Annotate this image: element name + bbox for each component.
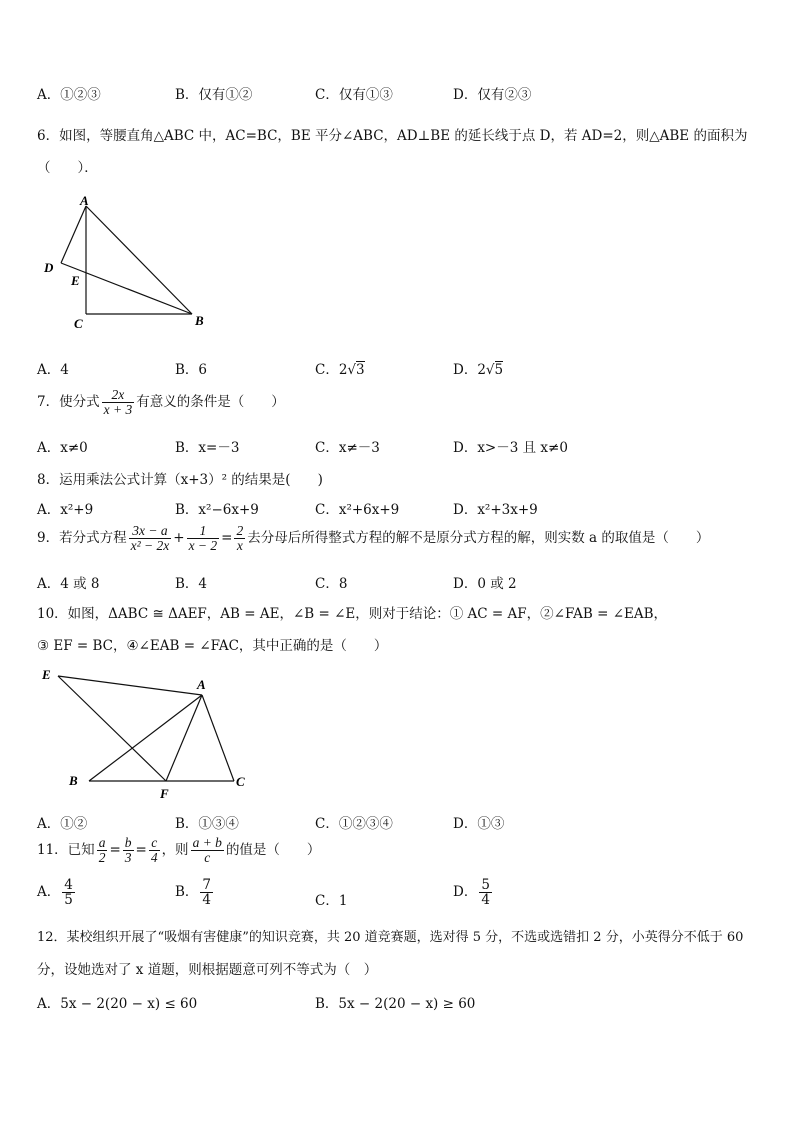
q9-stem bbox=[37, 524, 709, 553]
q9-f3-den: x bbox=[236, 538, 243, 554]
q11-option-d-label: D． bbox=[453, 884, 478, 901]
q10-stem-line1: 10．如图，ΔABC ≅ ΔAEF，AB = AE，∠B = ∠E，则对于结论：① AC = AF，②∠FAB = ∠EAB， bbox=[37, 606, 668, 622]
q11-f1-den: 2 bbox=[98, 850, 106, 866]
q10-label-a: A bbox=[197, 677, 206, 692]
q9-option-d: D．0 或 2 bbox=[453, 576, 517, 592]
q8-option-a: A．x²+9 bbox=[37, 502, 94, 518]
q7-option-d: D．x>－3 且 x≠0 bbox=[453, 440, 568, 456]
q11-fraction-expr bbox=[191, 836, 224, 865]
q6-option-c-sqrt-icon: √ bbox=[347, 362, 357, 378]
q10-option-a: A．①② bbox=[37, 816, 88, 832]
q11-mid: ，则 bbox=[161, 842, 189, 859]
q11-f4-num: a + b bbox=[192, 835, 222, 850]
q10-segment-ef bbox=[58, 676, 166, 781]
q11-d-num: 5 bbox=[481, 877, 490, 893]
q6-option-d-radicand: 5 bbox=[494, 362, 504, 378]
q6-label-e: E bbox=[71, 273, 80, 288]
q6-label-b: B bbox=[195, 313, 204, 328]
q11-eq1: = bbox=[109, 842, 121, 859]
q9-option-b: B．4 bbox=[175, 576, 208, 592]
q11-option-a bbox=[37, 878, 77, 907]
q11-tail: 的值是（ ） bbox=[225, 842, 321, 859]
q10-option-d: D．①③ bbox=[453, 816, 505, 832]
q11-option-a-fraction bbox=[62, 878, 75, 907]
q8-option-d: D．x²+3x+9 bbox=[453, 502, 538, 518]
q7-tail: 有意义的条件是（ ） bbox=[136, 394, 285, 411]
q9-tail: 去分母后所得整式方程的解不是原分式方程的解，则实数 a 的取值是（ ） bbox=[247, 530, 710, 547]
q9-number: 9．若分式方程 bbox=[37, 530, 127, 547]
q6-segment-ab bbox=[86, 206, 192, 314]
q6-option-c-prefix: C．2 bbox=[315, 362, 348, 378]
q7-option-a: A．x≠0 bbox=[37, 440, 88, 456]
q11-b-num: 7 bbox=[202, 877, 212, 893]
q11-f3-num: c bbox=[149, 836, 160, 851]
q5-option-d: D．仅有②③ bbox=[453, 87, 532, 103]
q11-fraction-a bbox=[97, 836, 108, 865]
q11-option-c: C．1 bbox=[315, 893, 348, 909]
q7-fraction bbox=[102, 388, 135, 417]
q5-option-b: B．仅有①② bbox=[175, 87, 253, 103]
q11-f1-num: a bbox=[98, 835, 106, 850]
q6-figure bbox=[40, 192, 215, 337]
q7-option-b: B．x=－3 bbox=[175, 440, 240, 456]
q10-option-c: C．①②③④ bbox=[315, 816, 393, 832]
q11-eq2: = bbox=[135, 842, 147, 859]
q9-option-a: A．4 或 8 bbox=[37, 576, 100, 592]
q9-f1-num: 3x − a bbox=[129, 524, 172, 539]
q11-f3-den: 4 bbox=[150, 850, 158, 866]
q6-option-c-radicand: 3 bbox=[356, 362, 365, 378]
q10-label-e: E bbox=[42, 667, 51, 682]
q9-fraction-2 bbox=[187, 524, 220, 553]
q6-option-d bbox=[453, 358, 503, 378]
q9-plus: + bbox=[173, 530, 185, 547]
q10-segment-af bbox=[166, 695, 202, 781]
q10-stem-line2: ③ EF = BC，④∠EAB = ∠FAC，其中正确的是（ ） bbox=[37, 638, 388, 654]
q6-stem bbox=[37, 124, 747, 144]
q11-option-b-fraction bbox=[200, 878, 213, 907]
q7-number: 7．使分式 bbox=[37, 394, 100, 411]
q10-label-f: F bbox=[160, 786, 169, 801]
q6-segment-db bbox=[61, 263, 192, 314]
q8-option-b: B．x²−6x+9 bbox=[175, 502, 259, 518]
q9-f1-den: x² − 2x bbox=[130, 538, 170, 554]
q6-stem-line2: （ ）． bbox=[37, 160, 98, 176]
q12-option-a: A．5x − 2(20 − x) ≤ 60 bbox=[37, 996, 198, 1012]
q9-equals: = bbox=[221, 530, 233, 547]
q6-label-a: A bbox=[80, 193, 89, 208]
q9-option-c: C．8 bbox=[315, 576, 348, 592]
q11-fraction-c bbox=[149, 836, 160, 865]
q10-segment-ab bbox=[89, 695, 202, 781]
q5-option-c: C．仅有①③ bbox=[315, 87, 393, 103]
q11-f4-den: c bbox=[204, 850, 211, 866]
q6-stem-line1: 如图，等腰直角△ABC 中，AC=BC，BE 平分∠ABC，AD⊥BE 的延长线于点 D，若 AD=2，则△ABE 的面积为 bbox=[59, 128, 748, 144]
q6-option-d-sqrt-icon: √ bbox=[485, 362, 495, 378]
q10-option-b: B．①③④ bbox=[175, 816, 239, 832]
q11-f2-num: b bbox=[124, 835, 132, 850]
q10-figure bbox=[36, 662, 256, 802]
q9-f3-num: 2 bbox=[236, 523, 244, 538]
q11-f2-den: 3 bbox=[124, 850, 132, 866]
q12-stem-line2: 分，设她选对了 x 道题，则根据题意可列不等式为（ ） bbox=[37, 962, 378, 978]
q8-stem: 8．运用乘法公式计算（x+3）² 的结果是( ) bbox=[37, 472, 323, 488]
q11-option-d bbox=[453, 878, 494, 907]
q10-label-c: C bbox=[236, 774, 245, 789]
q7-frac-num: 2x bbox=[102, 388, 135, 403]
q11-b-den: 4 bbox=[202, 892, 212, 909]
q7-frac-den: x + 3 bbox=[103, 402, 133, 418]
q9-f2-num: 1 bbox=[187, 524, 220, 539]
q6-option-d-prefix: D．2 bbox=[453, 362, 486, 378]
q11-number: 11．已知 bbox=[37, 842, 95, 859]
q11-option-b bbox=[175, 878, 215, 907]
q6-segment-ad bbox=[61, 206, 86, 263]
q11-d-den: 4 bbox=[481, 892, 490, 909]
q11-option-a-label: A． bbox=[37, 884, 61, 901]
q9-fraction-3 bbox=[234, 524, 245, 553]
q9-f2-den: x − 2 bbox=[188, 538, 218, 554]
q11-a-num: 4 bbox=[64, 877, 73, 893]
q10-segment-ac bbox=[202, 695, 234, 781]
q11-option-d-fraction bbox=[479, 878, 492, 907]
q10-segment-ea bbox=[58, 676, 202, 695]
q11-fraction-b bbox=[123, 836, 134, 865]
q6-label-c: C bbox=[74, 316, 83, 331]
q11-option-b-label: B． bbox=[175, 884, 199, 901]
q8-option-c: C．x²+6x+9 bbox=[315, 502, 400, 518]
q10-label-b: B bbox=[69, 773, 78, 788]
q6-label-d: D bbox=[44, 260, 54, 275]
q6-number: 6． bbox=[37, 128, 60, 144]
q5-option-a: A．①②③ bbox=[37, 87, 101, 103]
q7-option-c: C．x≠－3 bbox=[315, 440, 380, 456]
q6-option-c bbox=[315, 358, 365, 378]
q9-fraction-1 bbox=[129, 524, 172, 553]
q6-option-a: A．4 bbox=[37, 362, 69, 378]
q12-option-b: B．5x − 2(20 − x) ≥ 60 bbox=[315, 996, 476, 1012]
q7-stem bbox=[37, 388, 285, 417]
q11-stem bbox=[37, 836, 320, 865]
q11-a-den: 5 bbox=[64, 892, 73, 909]
q12-stem-line1: 12．某校组织开展了“吸烟有害健康”的知识竞赛，共 20 道竞赛题，选对得 5 分，不选或选错扣 2 分，小英得分不低于 60 bbox=[37, 930, 744, 945]
q6-option-b: B．6 bbox=[175, 362, 208, 378]
